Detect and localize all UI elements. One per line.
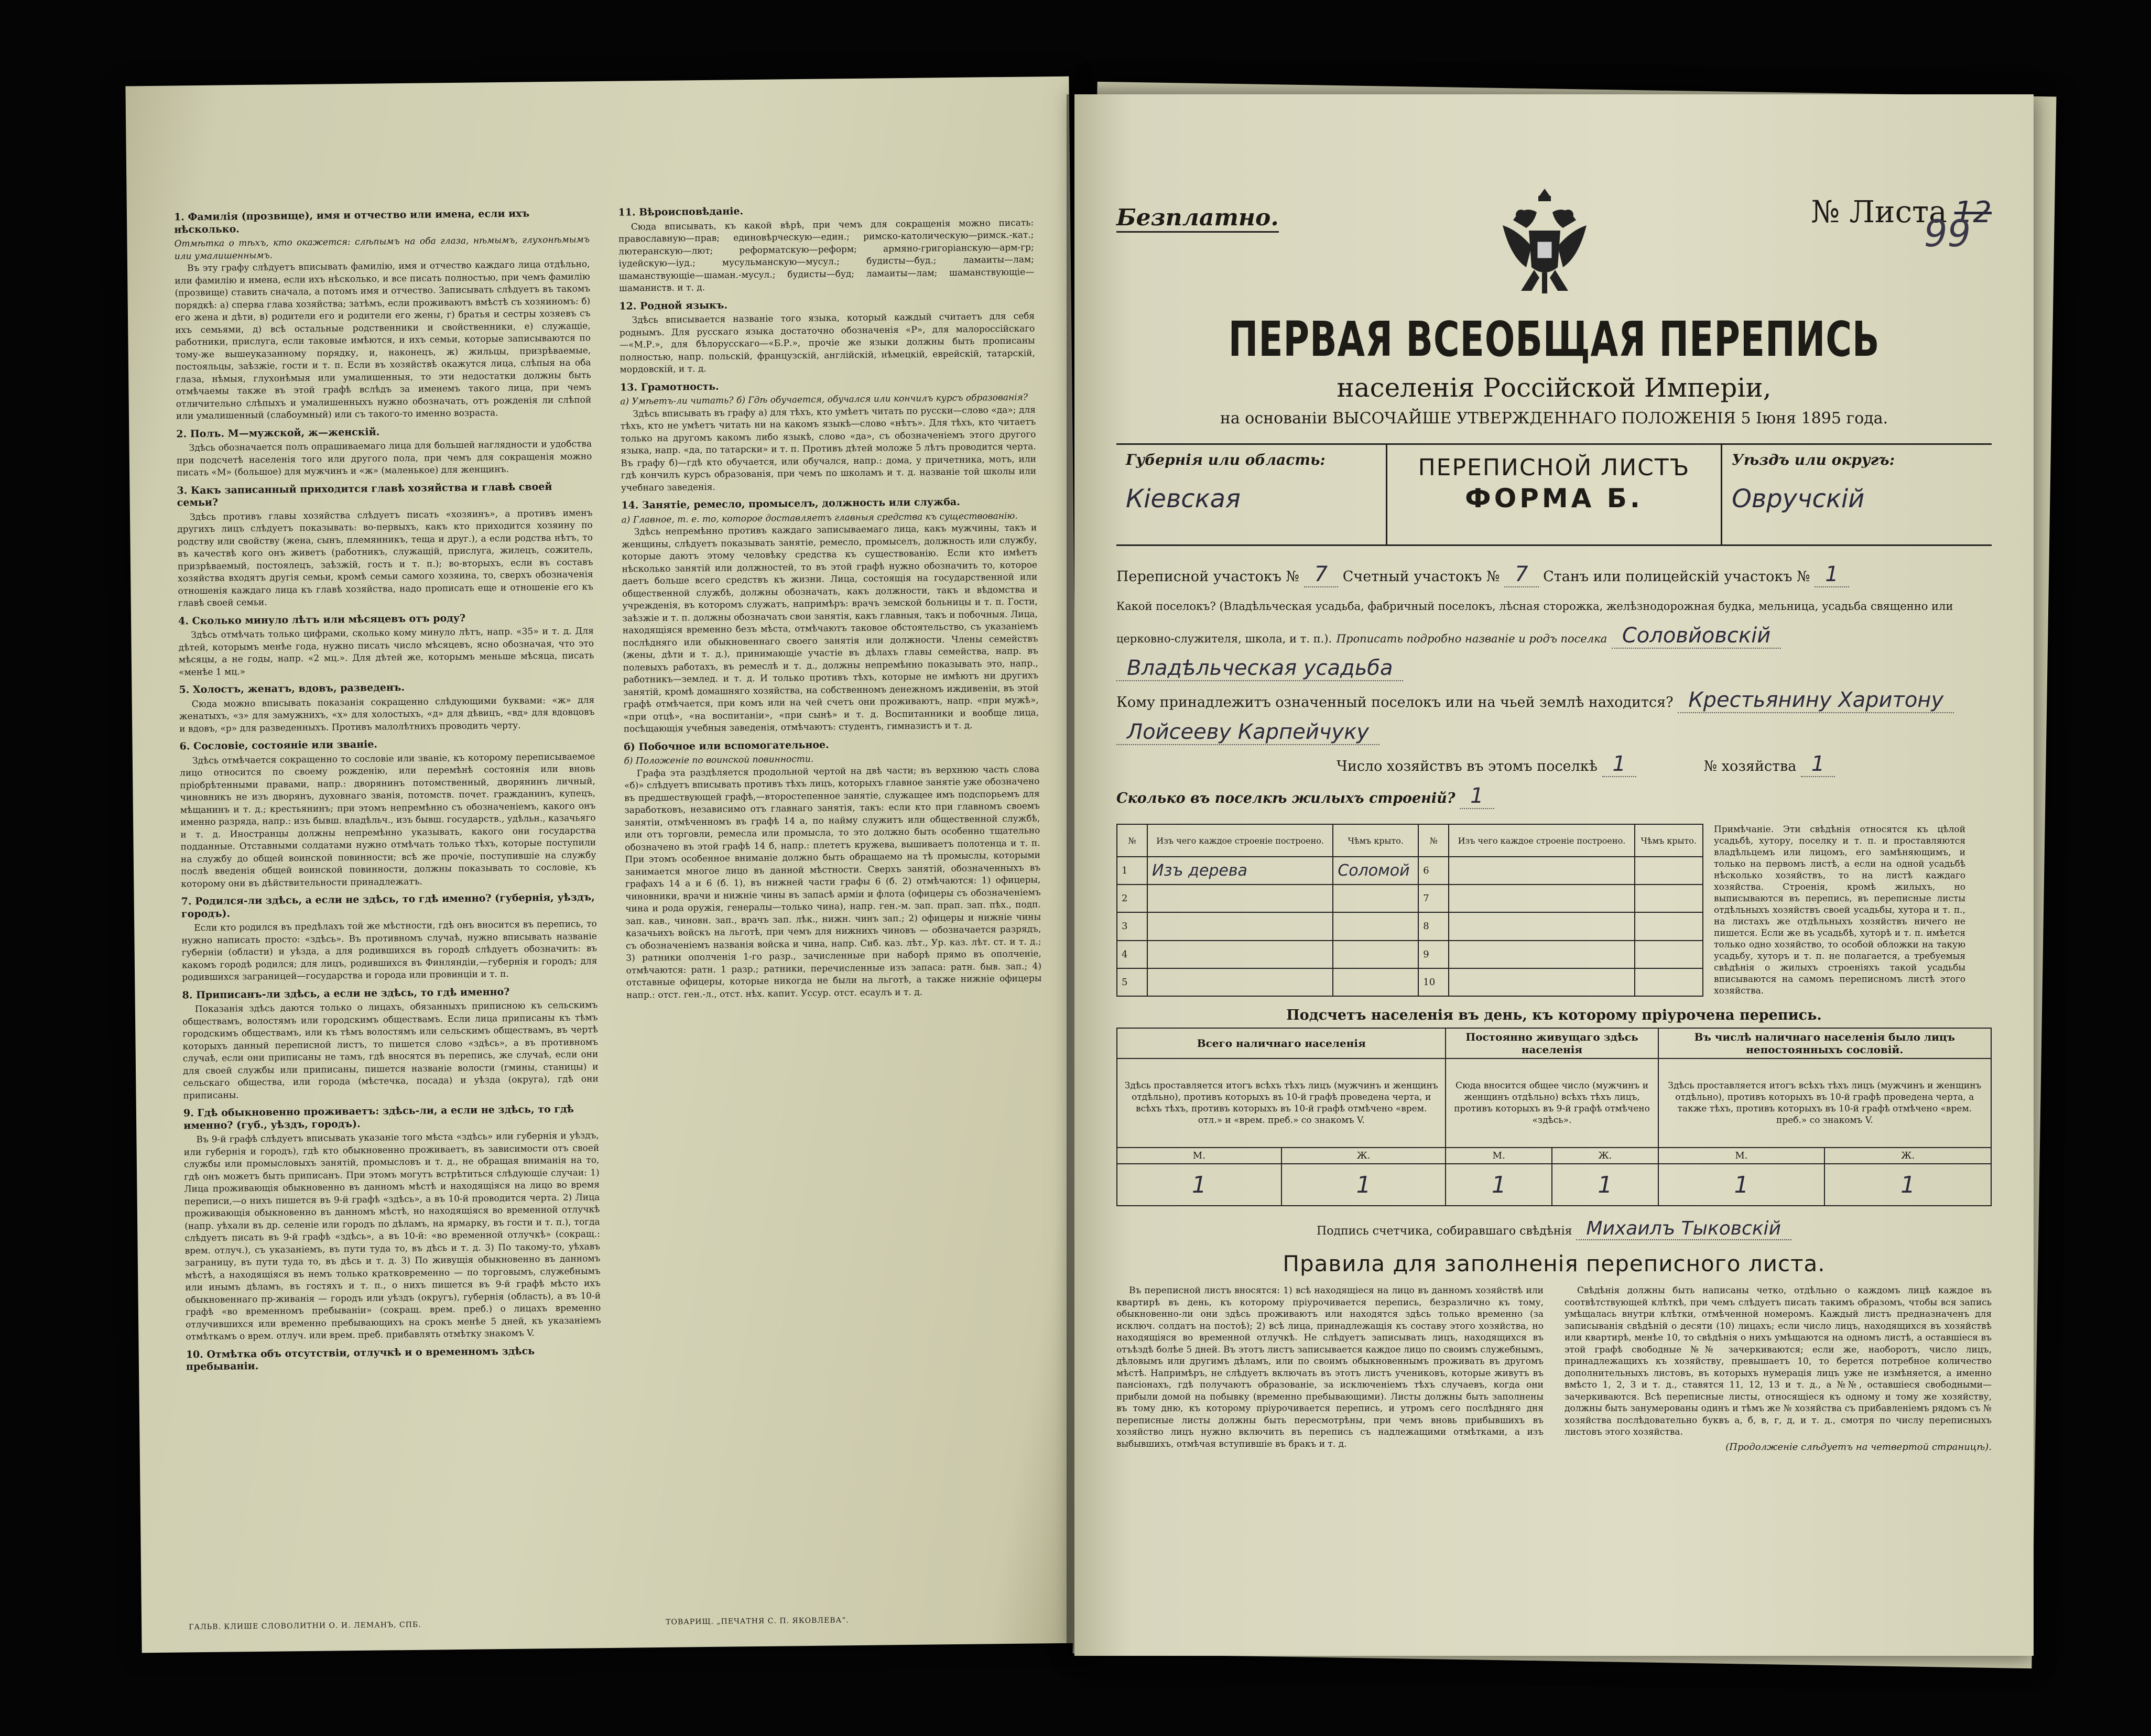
- pop-sex-label: М.: [1658, 1148, 1825, 1164]
- building-roof: [1333, 941, 1418, 968]
- building-material: [1147, 912, 1333, 940]
- instruction-heading: 8. Приписанъ-ли здѣсь, а если не здѣсь, то гдѣ именно?: [182, 986, 510, 1001]
- building-number: 1: [1117, 857, 1147, 885]
- instruction-heading: б) Побочное или вспомогательное.: [624, 739, 829, 753]
- pop-sex-label: М.: [1117, 1148, 1281, 1164]
- instruction-heading: 9. Гдѣ обыкновенно проживаетъ: здѣсь-ли, а если не здѣсь, то гдѣ именно? (губ., уѣздъ, городъ).: [183, 1103, 574, 1131]
- population-section-title: Подсчетъ населенія въ день, къ которому пріурочена перепись.: [1286, 1007, 1822, 1023]
- building-number: 4: [1117, 941, 1147, 968]
- instruction-heading: 3. Какъ записанный приходится главѣ хозяйства и главѣ своей семьи?: [177, 481, 552, 509]
- bld-head-roof-2: Чѣмъ крыто.: [1635, 824, 1703, 857]
- free-label: Безплатно.: [1116, 204, 1279, 233]
- instruction-text: Сюда можно вписывать показанія сокращенно слѣдующими буквами: «ж» для женатыхъ, «з» для замужнихъ, «х» для холостыхъ, «д» для дѣвицъ, «вд» для вдовцовъ и вдовъ, «р» для разведенныхъ. Противъ малолѣтнихъ проводить черту.: [179, 694, 595, 734]
- building-material: [1449, 912, 1634, 940]
- instruction-text: Здѣсь вписывается названіе того языка, который каждый считаетъ для себя роднымъ. Для русскаго языка достаточно обозначенія «Р», для малороссійскаго—«М.Р.», для бѣлорусскаго—«Б.Р.», прочіе же языки должны быть прописаны полностью, напр. польскій, французскій, англійскій, нѣмецкій, еврейскій, татарскій, мордовскій, и т. д.: [619, 311, 1035, 375]
- rules-text-2: Свѣдѣнія должны быть написаны четко, отдѣльно о каждомъ лицѣ каждое въ соотвѣтствующей клѣткѣ, при чемъ слѣдуетъ писать такимъ образомъ, чтобы вся запись умѣщалась внутри клѣтки, отмѣченной номеромъ. Каждый листъ предназначенъ для записыванія свѣдѣній о десяти (10) лицахъ; если число лицъ, находящихся въ хозяйствѣ или квартирѣ, менѣе 10, то свѣдѣнія о нихъ умѣщаются на одномъ листѣ, а оставшіеся въ этой графѣ свободные №№ зачеркиваются; если же, наоборотъ, число лицъ, принадлежащихъ къ хозяйству, превышаетъ 10, то берется потребное количество дополнительныхъ листовъ, въ которыхъ нумерація лицъ уже не измѣняется, а именно вмѣсто 1, 2, 3 и т. д., ставятся 11, 12, 13 и т. д., а №№, оставшіеся свободными—зачеркиваются. Всѣ переписные листы, относящіеся къ одному и тому же хозяйству, должны быть занумерованы одинъ и тѣмъ же № хозяйства съ прибавленіемъ рядомъ съ № хозяйства послѣдовательно буквъ а, б, в, г, д, и т. д., смотря по числу переписныхъ листовъ этого хозяйства.: [1565, 1285, 1992, 1437]
- building-roof: [1635, 885, 1703, 912]
- pop-count-value: 1: [1658, 1164, 1825, 1206]
- building-number: 9: [1418, 941, 1449, 968]
- census-basis: на основаніи ВЫСОЧАЙШЕ УТВЕРЖДЕННАГО ПОЛОЖЕНІЯ 5 Іюня 1895 года.: [1220, 409, 1888, 428]
- building-material: [1449, 885, 1634, 912]
- instruction-text: Въ 9-й графѣ слѣдуетъ вписывать указаніе того мѣста «здѣсь» или губернія и уѣздъ, или губернія и городъ), гдѣ кто обыкновенно проживаетъ, въ зависимости отъ своей службы или промысловыхъ занятій, промысловъ и т. д., не обращая вниманія на то, гдѣ онъ можетъ быть приписанъ. При этомъ могутъ встрѣтиться слѣдующіе случаи: 1) Лица проживающія обыкновенно въ данномъ мѣстѣ и находящіяся на лицо во время переписи,—о нихъ пишется въ 9-й графѣ «здѣсь», а въ 10-й проводится черта. 2) Лица проживающія обыкновенно въ данномъ мѣстѣ, но находящіяся во временной отлучкѣ (напр. уѣхали въ др. селеніе или городъ по дѣламъ, на ярмарку, въ гости и т. п.), тогда слѣдуетъ писать въ 9-й графѣ «здѣсь», а въ 10-й: «во временной отлучкѣ» (сокращ.: врем. отлуч.), съ указаніемъ, въ пути тудa то, въ дѣсь и т. д. 3) По такому-то, уѣхавъ заграницу, въ пути тудa то, въ дѣсь и т. д. 3) По живущія обыкновенно въ данномъ мѣстѣ, а находящіяся въ немъ только кратковременно — по торговымъ, служебнымъ или инымъ дѣламъ, въ гостяхъ и т. п., о нихъ пишется въ 9-й графѣ мѣсто ихъ обыкновеннаго пр-живанія — городъ или уѣздъ (округъ), губернія (область), а въ 10-й графѣ «во временномъ пребываніи» (сокращ. врем. преб.) о лицахъ временно отлучившихся или временно пребывающихъ на срокъ менѣе 5 дней, къ указаніемъ отмѣткамъ о врем. отлуч. или врем. преб. прибавлять отмѣтку знакомъ V.: [183, 1130, 601, 1342]
- bld-head-no-2: №: [1418, 824, 1449, 857]
- continued-note: (Продолженіе слѣдуетъ на четвертой страницѣ).: [1725, 1441, 1992, 1453]
- form-sheet-label: ПЕРЕПИСНОЙ ЛИСТЪ: [1418, 454, 1690, 481]
- double-headed-eagle-icon: [1492, 183, 1597, 304]
- instruction-subheading: а) Умѣетъ-ли читать? б) Гдѣ обучается, обучался или кончилъ курсъ образованія?: [620, 392, 1028, 407]
- instruction-text: Сюда вписывать, къ какой вѣрѣ, при чемъ для сокращенія можно писать: православную—прав; единовѣрческую—един.; римско-католическую—римск.-кат.; лютеранскую—лют; реформатскую—реформ; армяно-григоріанскую—арм-гр; іудейскую—іуд.; мусульманскую—мусул.; будисты—буд.; ламаиты—лам; шаманствующіе—шаман.-мусул.; будисты—буд; ламаиты—лам; шаманствующіе—шаманиств. и т. д.: [618, 217, 1035, 294]
- signature-value: Михаилъ Тыковскій: [1576, 1218, 1791, 1240]
- imprint-left: ГАЛЬВ. КЛИШЕ СЛОВОЛИТНИ О. И. ЛЕМАНЪ, СПБ.: [189, 1620, 421, 1632]
- form-header-row: [1116, 183, 1992, 304]
- buildings-section: [1116, 824, 1992, 997]
- instruction-columns: [174, 197, 1048, 1621]
- building-roof: Соломой: [1333, 857, 1418, 885]
- count-district-label: Счетный участокъ №: [1342, 569, 1500, 585]
- rules-column-1: [1116, 1285, 1544, 1453]
- owner-label: Кому принадлежитъ означенный поселокъ или на чьей землѣ находится?: [1116, 694, 1674, 711]
- instruction-heading: 1. Фамилія (прозвище), имя и отчество или имена, если ихъ нѣсколько.: [173, 208, 530, 236]
- instructions-column-2: [618, 197, 1048, 1616]
- building-roof: [1635, 857, 1703, 885]
- settlement-type-value-line: [1116, 653, 1992, 685]
- settlement-name-line: [1116, 621, 1992, 653]
- settlement-type-line: Какой поселокъ? (Владѣльческая усадьба, фабричный поселокъ, лѣсная сторожка, желѣзнодорожная будка, мельница, усадьба священно или: [1116, 600, 1953, 613]
- sheet-number-label: № Листа: [1811, 194, 1947, 230]
- building-row: [1117, 941, 1703, 968]
- building-number: 8: [1418, 912, 1449, 940]
- pop-sex-row: [1117, 1148, 1991, 1164]
- households-line: [1116, 749, 1992, 781]
- signature-label: Подпись счетчика, собиравшаго свѣдѣнія: [1317, 1225, 1572, 1238]
- owner-line: [1116, 685, 1992, 717]
- building-number: 6: [1418, 857, 1449, 885]
- left-page-instructions: [125, 77, 1085, 1653]
- buildings-table: [1116, 824, 1703, 997]
- building-roof: [1333, 968, 1418, 996]
- settlement-name-value: Соловйовскій: [1612, 624, 1781, 649]
- building-number: 7: [1418, 885, 1449, 912]
- building-row: [1117, 968, 1703, 996]
- building-material: [1449, 857, 1634, 885]
- instruction-text: Здѣсь отмѣчать только цифрами, сколько кому минуло лѣтъ, напр. «35» и т. д. Для дѣтей, которымъ менѣе года, нужно писать число мѣсяцевъ, ясно обозначая, что это мѣсяцы, а не годы, напр. «2 мц.». Для дѣтей же, которымъ меньше мѣсяца, писать «менѣе 1 мц.»: [178, 626, 594, 678]
- buildings-label: Сколько въ поселкѣ жилыхъ строеній?: [1116, 790, 1455, 806]
- buildings-note: Примѣчаніе. Эти свѣдѣнія относятся къ цѣлой усадьбѣ, хутору, поселку и т. п. и проставляются владѣльцемъ или лицомъ, его замѣняющимъ, и только на первомъ листѣ, а если на одной усадьбѣ нѣсколько хозяйствъ, то на листѣ каждаго хозяйства. Строенія, кромѣ жилыхъ, но выписываются въ перепись, въ переписные листы отдѣльныхъ хозяйствъ своей усадьбы, хутора и т. п., на листахъ же отдѣльныхъ хозяйствъ ничего не пишется. Если же въ усадьбѣ, хуторѣ и т. п. имѣется только одно хозяйство, то особой обложки на такую усадьбу, хуторъ и т. п. не полагается, а требуемыя свѣдѣнія о жилыхъ строеніяхъ такой усадьбы вписываются на самомъ переписномъ листѣ этого хозяйства.: [1714, 824, 1965, 996]
- province-label: Губернія или область:: [1126, 451, 1326, 468]
- instruction-heading: 14. Занятіе, ремесло, промыселъ, должность или служба.: [621, 496, 960, 511]
- building-roof: [1635, 912, 1703, 940]
- building-material: [1147, 968, 1333, 996]
- pop-sex-label: Ж.: [1552, 1148, 1658, 1164]
- instruction-heading: 7. Родился-ли здѣсь, а если не здѣсь, то гдѣ именно? (губернія, уѣздъ, городъ).: [181, 891, 595, 920]
- buildings-table-body: [1117, 857, 1703, 996]
- instruction-text: Графа эта раздѣляется продольной чертой на двѣ части; въ верхнюю часть слова «б)» слѣдуетъ вписывать противъ тѣхъ лицъ, которыхъ главное занятіе уже обозначено въ предшествующей графѣ,—второстепенное занятіе, служащее имъ подспорьемъ для заработковъ, независимо отъ главнаго занятія, такъ: если кто при главномъ своемъ занятіи, отмѣченномъ въ графѣ 14 а, по найму служитъ или общественной службѣ, или отъ торговли, ремесла или промысла, то это должно быть особенно тщательно обозначено въ этой графѣ 14 б, напр.: плететъ кружева, вышиваетъ полотенца и т. п. При этомъ особенное вниманіе должно быть обращаемо на тѣ промыслы, которыми занимается многое лицо въ данной мѣстности. Сверхъ занятій, обозначенныхъ въ графахъ 14 а и 6 (б. 1), въ нижней части графы 6 (б. 2) отмѣчаются: 1) офицеры, чиновники, врачи и нижніе чины въ запасѣ арміи и флота (офицеры съ обозначеніемъ чина и рода оружія, генералы—только чина), напр. ген.-м. зап. прап. зап. пѣх., подп. зап. кав., чиновн. зап., врачъ зап. лѣк., нижн. чинъ зап.; 2) офицеры и нижніе чины казачьихъ войскъ на льготѣ, при чемъ для нижнихъ чиновъ — обозначается разрядъ, съ обозначеніемъ названія войска и чина, напр. Сиб. каз. лѣт., Ур. каз. лѣт. ст. и т. д.; 3) ратники ополченія 1-го разр., зачисленные при наборѣ прямо въ ополченіе, отмѣчаются: ратн. 1 разр.; ратники, перечисленные изъ запаса: ратн. быв. зап.; 4) отставные офицеры, которые никогда не были на льготѣ, а также нижніе офицеры напр.: отст. ген.-л., отст. нѣх. капит. Уссур. отст. есаулъ и т. д.: [624, 763, 1042, 1001]
- settlement-hint-italic: Прописать подробно названіе и родъ поселка: [1336, 632, 1607, 645]
- right-page-census-form: [1074, 94, 2034, 1656]
- instruction-text: Если кто родился въ предѣлахъ той же мѣстности, гдѣ онъ вносится въ перепись, то нужно написать просто: «здѣсь». Въ противномъ случаѣ, нужно вписывать названіе губерніи (области) и уѣзда, а для родившихся въ городѣ слѣдуетъ обозначить: въ какомъ городѣ родился; для лицъ, родившихся въ Финляндіи,—губернія и городъ; для родившихся заграницей—государства и города или провинціи и т. п.: [181, 919, 598, 983]
- province-value: Кіевская: [1126, 484, 1241, 514]
- household-number-value: 1: [1801, 752, 1835, 777]
- pop-count-value: 1: [1824, 1164, 1991, 1206]
- form-type-label: ФОРМА Б.: [1465, 483, 1643, 514]
- bld-head-no: №: [1117, 824, 1147, 857]
- instruction-heading: 5. Холостъ, женатъ, вдовъ, разведенъ.: [179, 681, 405, 696]
- building-material: [1147, 941, 1333, 968]
- instruction-heading: 6. Сословіе, состояніе или званіе.: [179, 738, 378, 752]
- instruction-heading: 4. Сколько минуло лѣтъ или мѣсяцевъ отъ роду?: [178, 612, 466, 627]
- instruction-heading: 2. Полъ. М—мужской, ж—женскій.: [176, 425, 380, 440]
- building-number: 3: [1117, 912, 1147, 940]
- households-label: Число хозяйствъ въ этомъ поселкѣ: [1337, 758, 1598, 774]
- instruction-text: Здѣсь вписывать въ графу а) для тѣхъ, кто умѣетъ читать по русски—слово «да»; для тѣхъ, кто не умѣетъ читать ни на какомъ языкѣ—слово «нѣтъ». Для тѣхъ, кто читаетъ только на другомъ какомъ либо языкѣ, слово «да», съ обозначеніемъ этого другого языка, напр. «да, по татарски» и т. п. Противъ дѣтей моложе 5 лѣтъ проводится черта. Въ графу б)—гдѣ кто обучается, или обучался, напр.: дома, у причетника, мотъ, или гдѣ кончилъ курсъ образованія, при чемъ по школамъ и т. д. названіе той школы или учебнаго заведенія.: [620, 404, 1037, 494]
- pop-count-value: 1: [1446, 1164, 1552, 1206]
- police-district-value: 1: [1815, 562, 1849, 587]
- instruction-text: Показанія здѣсь даются только о лицахъ, обязанныхъ приписною къ сельскимъ обществамъ, волостямъ или городскимъ обществамъ. Если лица приписаны къ тѣмъ городскимъ обществамъ, или къ тѣмъ волостямъ или сельскимъ обществамъ, въ чертѣ которыхъ данный переписной листъ, то пишется слово «здѣсь», а въ противномъ случаѣ, если они приписаны не тамъ, гдѣ вносятся въ перепись, же случаѣ, если они для своей службы или приписаны, пишется названіе волости (гмины, станицы) и сельскаго общества, или города (мѣстечка, посада) и уѣзда (округа), гдѣ они приписаны.: [182, 1000, 599, 1101]
- instruction-text: Въ эту графу слѣдуетъ вписывать фамилію, имя и отчество каждаго лица отдѣльно, или фамилію и имена, если ихъ нѣсколько, и все писать полностью, при чемъ фамилію (прозвище) ставить сначала, а потомъ имя и отчество. Записывать слѣдуетъ въ такомъ порядкѣ: а) сперва глава хозяйства; затѣмъ, если проживаютъ вмѣстѣ съ хозяиномъ: б) его жена и дѣти, в) родители его и родители его жены, г) братья и сестры хозяевъ съ ихъ семьями, д) всѣ остальные родственники и свойственники, е) служащіе, работники, прислуга, если таковые имѣются, и ихъ семьи, которые записываются по тому-же вышеуказанному порядку, и, наконецъ, ж) жильцы, призрѣваемые, постояльцы, заѣзжіе, гости и т. п. Если въ хозяйствѣ окажутся лица, слѣпыя на оба глаза, нѣмыя, глухонѣмыя или умалишенныя, то эти недостатки должны быть отмѣчаемы также въ этой графѣ вслѣдъ за именемъ такого лица, при чемъ отличительно слѣпыхъ и умалишенныхъ нужно обозначать, отъ рожденія ли слѣпой или умалишенный (слабоумный) или съ такого-то именно возраста.: [175, 259, 592, 422]
- pop-count-value: 1: [1281, 1164, 1446, 1206]
- form-header-box: [1116, 443, 1992, 546]
- instruction-heading: 12. Родной языкъ.: [619, 299, 728, 312]
- building-material: Изъ дерева: [1147, 857, 1333, 885]
- pop-count-value: 1: [1117, 1164, 1281, 1206]
- pop-sex-label: Ж.: [1824, 1148, 1991, 1164]
- instruction-subheading: а) Главное, т. е. то, которое доставляетъ главныя средства къ существованію.: [621, 510, 1018, 526]
- building-row: [1117, 885, 1703, 912]
- pop-sex-label: М.: [1446, 1148, 1552, 1164]
- police-district-label: Станъ или полицейскій участокъ №: [1543, 569, 1810, 585]
- building-number: 5: [1117, 968, 1147, 996]
- instruction-text: Здѣсь отмѣчается сокращенно то сословіе или званіе, къ которому переписываемое лицо относится по своему рожденію, или перемѣнѣ состоянія или вновь пріобрѣтенными правами, напр.: дворянинъ потомственный, дворянинъ личный, чиновникъ не изъ дворянъ, духовнаго званія, потомств. почет. гражданинъ, купецъ, мѣщанинъ и т. д.; крестьянинъ; при этомъ непремѣнно съ обозначеніемъ, какого онъ именно разряда, напр.: изъ бывш. владѣльч., изъ бывш. государств., удѣльн., казачьяго и т. д. Иностранцы должны непремѣнно указывать, какого они государства подданные. Отставными солдатами нужно отмѣчать только тѣхъ, которые поступили на службу до общей воинской повинности; всѣ же прочіе, поступившіе на службу послѣ введенія общей воинской повинности, должны показывать то сословіе, къ которому они въ дѣйствительности принадлежатъ.: [180, 751, 596, 889]
- building-roof: [1333, 885, 1418, 912]
- district-value: Овручскій: [1732, 484, 1865, 514]
- sheet-number-value: 12: [1954, 195, 1992, 230]
- pop-desc-permanent: Сюда вносится общее число (мужчинъ и женщинъ отдѣльно) всѣхъ тѣхъ лицъ, противъ которыхъ въ 9-й графѣ отмѣчено «здѣсь».: [1446, 1058, 1658, 1148]
- settlement-type-value: Владѣльческая усадьба: [1116, 656, 1403, 681]
- buildings-value: 1: [1460, 784, 1494, 809]
- instruction-text: Здѣсь обозначается полъ опрашиваемаго лица для большей наглядности и удобства при подсчетѣ населенія того или другого пола, при чемъ для сокращенія можно писать «М» (большое) для мужчинъ и «ж» (маленькое) для женщинъ.: [176, 439, 592, 478]
- instruction-text: Здѣсь непремѣнно противъ каждаго записываемаго лица, какъ мужчины, такъ и женщины, слѣдуетъ показывать занятіе, ремесло, промыселъ, должность или службу, которые даютъ этому человѣку средства къ существованію. Если кто имѣетъ нѣсколько занятій или должностей, то въ этой графѣ нужно обозначить то, которое даетъ больше всего средствъ къ жизни. Лица, состоящія на государственной или общественной службѣ, должны обозначать, какъ должности, такъ и вѣдомства и учрежденія, въ которомъ служатъ, напримѣръ: врачъ земской больницы и т. п. Гости, заѣзжіе и т. п. должны обозначать свои занятія, какъ главныя, такъ и побочныя. Лица, находящіяся временно безъ мѣста, отмѣчаютъ таковое обстоятельство, съ указаніемъ послѣдняго или обыкновеннаго своего занятія или должности. Члены семействъ (жены, дѣти и т. д.), принимающіе участіе въ дѣлахъ главы семейства, напр. въ полевыхъ работахъ, въ ремеслѣ и т. д., должны непремѣнно показывать это, напр., работникъ—землед. и т. д. И только противъ тѣхъ, которые не имѣютъ ни другихъ занятій, кромѣ домашняго хозяйства, на собственномъ денежномъ иждивеніи, въ этой графѣ отмѣчается, при комъ или на чей счетъ они проживаютъ, напр. «при мужѣ», «при отцѣ», «на воспитаніи», «при сынѣ» и т. д. Воспитанники и вообще лица, посѣщающія учебныя заведенія, отмѣчаютъ: студентъ, гимназистъ и т. д.: [622, 522, 1039, 735]
- bld-head-roof: Чѣмъ крыто.: [1333, 824, 1418, 857]
- corner-page-number: 99: [1924, 212, 1971, 255]
- instruction-subheading: б) Положеніе по воинской повинности.: [624, 754, 814, 767]
- bld-head-material: Изъ чего каждое строеніе построено.: [1147, 824, 1333, 857]
- pop-desc-nonpermanent: Здѣсь проставляется итогъ всѣхъ тѣхъ лицъ (мужчинъ и женщинъ отдѣльно), противъ которыхъ въ 10-й графѣ проведена черта, а также тѣхъ, противъ которыхъ въ 10-й графѣ отмѣчено «врем. преб.» со знакомъ V.: [1658, 1058, 1991, 1148]
- district-label: Уѣздъ или округъ:: [1732, 451, 1895, 468]
- rules-title: Правила для заполненія переписного листа.: [1283, 1251, 1826, 1276]
- pop-sex-label: Ж.: [1281, 1148, 1446, 1164]
- pop-head-total: Всего наличнаго населенія: [1117, 1028, 1446, 1058]
- form-type-cell: [1386, 445, 1722, 544]
- settlement-hint: церковно-служителя, школа, и т. п.).: [1116, 632, 1332, 645]
- household-number-label: № хозяйства: [1703, 758, 1797, 774]
- instructions-column-1: [174, 202, 604, 1621]
- pop-desc-total: Здѣсь проставляется итогъ всѣхъ тѣхъ лицъ (мужчинъ и женщинъ отдѣльно), противъ которыхъ въ 10-й графѣ проведена черта, и всѣхъ тѣхъ, противъ которыхъ въ 10-й графѣ отмѣчено «врем. отл.» и «врем. преб.» со знакомъ V.: [1117, 1058, 1446, 1148]
- census-district-line: [1116, 560, 1992, 592]
- census-district-value: 7: [1304, 562, 1338, 587]
- pop-count-value: 1: [1552, 1164, 1658, 1206]
- pop-head-permanent: Постоянно живущаго здѣсь населенія: [1446, 1028, 1658, 1058]
- pop-head-nonpermanent: Въ числѣ наличнаго населенія было лицъ непостоянныхъ сословій.: [1658, 1028, 1991, 1058]
- building-material: [1147, 885, 1333, 912]
- enumerator-signature: [1116, 1218, 1992, 1239]
- district-cell: [1722, 445, 1992, 544]
- building-number: 10: [1418, 968, 1449, 996]
- rules-column-2: [1565, 1285, 1992, 1453]
- rules-columns: [1116, 1285, 1992, 1453]
- census-subtitle: населенія Россійской Имперіи,: [1337, 373, 1772, 403]
- building-material: [1449, 968, 1634, 996]
- owner-value-2: Лойсееву Карпейчуку: [1116, 720, 1379, 745]
- instruction-text: Здѣсь противъ главы хозяйства слѣдуетъ писать «хозяинъ», а противъ именъ другихъ лицъ слѣдуетъ показывать: во-первыхъ, какъ кто приходится хозяину по родству или свойству (жена, сынъ, племянникъ, теща и друг.), а если родства нѣтъ, то въ качествѣ кого онъ живетъ (работникъ, служащій, прислуга, жилецъ, сожитель, призрѣваемый, постоялецъ, заѣзжій, гость и т. п.); во-вторыхъ, если въ составъ хозяйства входятъ другія семьи, кромѣ семьи самого хозяина, то, сверхъ обозначенія отношенія каждаго лица къ главѣ хозяйства, надо прописать еще и отношеніе его къ главѣ своей семьи.: [177, 507, 594, 609]
- building-roof: [1635, 968, 1703, 996]
- province-cell: [1116, 445, 1386, 544]
- instruction-heading: 11. Вѣроисповѣданіе.: [618, 205, 744, 219]
- building-row: [1117, 912, 1703, 940]
- census-title: ПЕРВАЯ ВСЕОБЩАЯ ПЕРЕПИСЬ: [1228, 311, 1880, 367]
- building-roof: [1635, 941, 1703, 968]
- rules-text-1: Въ переписной листъ вносятся: 1) всѣ находящіеся на лицо въ данномъ хозяйствѣ или квартирѣ въ день, къ которому пріурочивается перепись, безразлично къ тому, обыкновенно-ли они здѣсь проживаютъ или находятся здѣсь только временно (за исключ. солдатъ на постоѣ); 2) всѣ лица, принадлежащія къ составу этого хозяйства, но находящіяся во временной отлучкѣ. Не слѣдуетъ записывать лицъ, находящихся въ отъѣздѣ болѣе 5 дней. Въ этотъ листъ записывается каждое лицо по своимъ служебнымъ, дѣловымъ или другимъ дѣламъ, или по своимъ обыкновеннымъ проживать въ другомъ мѣстѣ. Напримѣръ, не слѣдуетъ включать въ этотъ листъ учениковъ, которые живутъ въ пансіонахъ, гдѣ получаютъ образованіе, за исключеніемъ тѣхъ случаевъ, когда они прибыли домой на побывку (временно пребывающими). Листы должны быть заполнены въ тому дню, къ которому пріурочивается перепись, и утромъ сего послѣдняго дня переписные листы должны быть пересмотрѣны, при чемъ вновь прибывшихъ въ хозяйство лицъ нужно включить въ перепись съ надлежащими отмѣтками, а изъ выбывшихъ, отмѣчая вступившіе въ бракъ и т. д.: [1116, 1285, 1544, 1449]
- owner-value: Крестьянину Харитону: [1678, 688, 1954, 713]
- imprint-right: ТОВАРИЩ. „ПЕЧАТНЯ С. П. ЯКОВЛЕВА“.: [666, 1616, 849, 1626]
- location-fields: [1116, 560, 1992, 813]
- building-row: [1117, 857, 1703, 885]
- instruction-subheading: Отмѣтка о тѣхъ, кто окажется: слѣпымъ на оба глаза, нѣмымъ, глухонѣмымъ или умалишеннымъ.: [174, 234, 590, 262]
- instruction-heading: 10. Отмѣтка объ отсутствіи, отлучкѣ и о временномъ здѣсь пребываніи.: [186, 1345, 535, 1373]
- count-district-value: 7: [1504, 562, 1538, 587]
- buildings-line: [1116, 781, 1992, 813]
- population-table: [1116, 1028, 1992, 1206]
- households-value: 1: [1602, 752, 1636, 777]
- bld-head-material-2: Изъ чего каждое строеніе построено.: [1449, 824, 1634, 857]
- building-material: [1449, 941, 1634, 968]
- census-district-label: Переписной участокъ №: [1116, 569, 1300, 585]
- building-number: 2: [1117, 885, 1147, 912]
- pop-values-row: [1117, 1164, 1991, 1206]
- owner-line-2: [1116, 717, 1992, 749]
- instruction-heading: 13. Грамотность.: [620, 380, 719, 394]
- building-roof: [1333, 912, 1418, 940]
